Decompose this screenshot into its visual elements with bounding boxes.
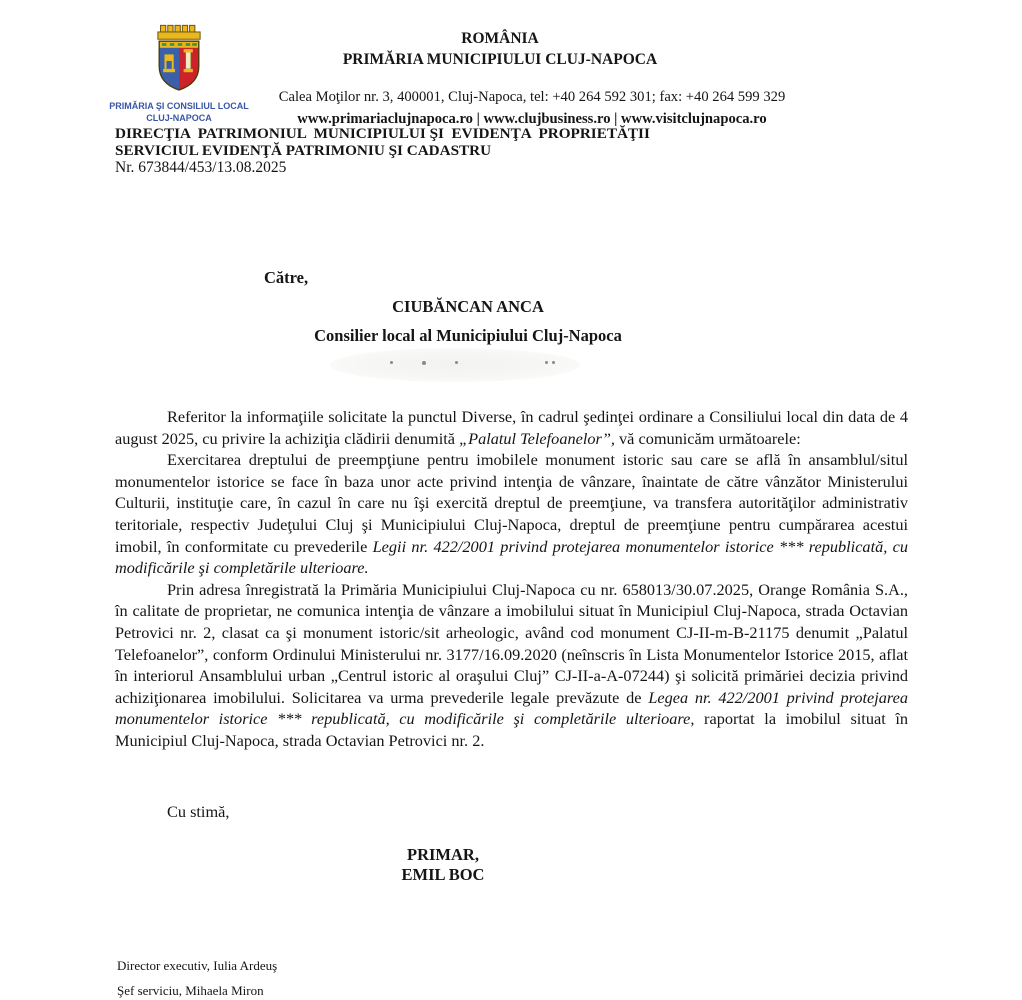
country-title: ROMÂNIA: [461, 30, 539, 47]
redacted-text: [330, 348, 580, 382]
signature-block: [118, 845, 768, 885]
signer-name: EMIL BOC: [401, 865, 485, 884]
signer-title: PRIMAR,: [407, 845, 479, 864]
footer-director: Director executiv, Iulia Ardeuş: [117, 958, 278, 973]
coat-of-arms-icon: [146, 24, 212, 98]
closing-regards: Cu stimă,: [167, 802, 230, 821]
paragraph-3: Prin adresa înregistrată la Primăria Municipiului Cluj-Napoca cu nr. 658013/30.07.2025, Orange România S.A., în calitate de proprietar, ne comunica intenţia de vânzare a imobilului situat în Municipiul Cluj-Napoca, strada Octavian Petrovici nr. 2, clasat ca şi monument istoric/sit arheologic, având cod monument CJ-II-m-B-21175 denumit „Palatul Telefoanelor”, conform Ordinului Ministerului nr. 3177/16.09.2020 (neînscris în Lista Monumentelor Istorice 2015, aflat în interiorul Ansamblului urban „Centrul istoric al oraşului Cluj” CJ-II-a-A-07244) şi solicită primăriei decizia privind achiziţionarea imobilului. Solicitarea va urma prevederile legale prevăzute de Legea nr. 422/2001 privind protejarea monumentelor istorice *** republicată, cu modificările şi completările ulterioare, raportat la imobilul situat în Municipiul Cluj-Napoca, strada Octavian Petrovici nr. 2.: [115, 579, 908, 750]
logo-caption-line2: CLUJ-NAPOCA: [146, 112, 212, 123]
salutation: Către,: [264, 268, 309, 287]
institution-title: PRIMĂRIA MUNICIPIULUI CLUJ-NAPOCA: [342, 51, 658, 68]
department-title: DIRECŢIA PATRIMONIUL MUNICIPIULUI ŞI EVIDENŢA PROPRIETĂŢII: [115, 125, 650, 142]
address-line: Calea Moţilor nr. 3, 400001, Cluj-Napoca, tel: +40 264 592 301; fax: +40 264 599 329: [278, 89, 786, 105]
paragraph-2: Exercitarea dreptului de preempţiune pentru imobilele monument istoric sau care se află în ansamblul/situl monumentelor istorice se face în baza unor acte privind intenţia de vânzare, înaintate de către vânzător Ministerului Culturii, instituţie care, în cazul în care nu îşi exercită dreptul de preemţiune, va transfera autorităţilor administrativ teritoriale, respectiv Judeţului Cluj şi Municipiului Cluj-Napoca, dreptul de preemţiune pentru cumpărarea acestui imobil, în conformitate cu prevederile Legii nr. 422/2001 privind protejarea monumentelor istorice *** republicată, cu modificările şi completările ulterioare.: [115, 450, 908, 578]
websites-line: www.primariaclujnapoca.ro | www.clujbusiness.ro | www.visitclujnapoca.ro: [297, 111, 767, 127]
logo-caption-line1: PRIMĂRIA ŞI CONSILIUL LOCAL: [109, 101, 249, 111]
service-title: SERVICIUL EVIDENŢĂ PATRIMONIU ŞI CADASTRU: [115, 142, 492, 159]
recipient-name: CIUBĂNCAN ANCA: [392, 297, 544, 316]
letter-body: [115, 406, 908, 752]
city-hall-logo: [104, 24, 254, 124]
footer-chief: Şef serviciu, Mihaela Miron: [117, 983, 264, 998]
paragraph-1: Referitor la informaţiile solicitate la punctul Diverse, în cadrul şedinţei ordinare a Consiliului local din data de 4 august 2025, cu privire la achiziţia clădirii denumită „Palatul Telefoanelor”, vă comunicăm următoarele:: [115, 407, 908, 448]
recipient-title: Consilier local al Municipiului Cluj-Napoca: [314, 326, 622, 345]
reference-number: Nr. 673844/453/13.08.2025: [115, 159, 287, 176]
